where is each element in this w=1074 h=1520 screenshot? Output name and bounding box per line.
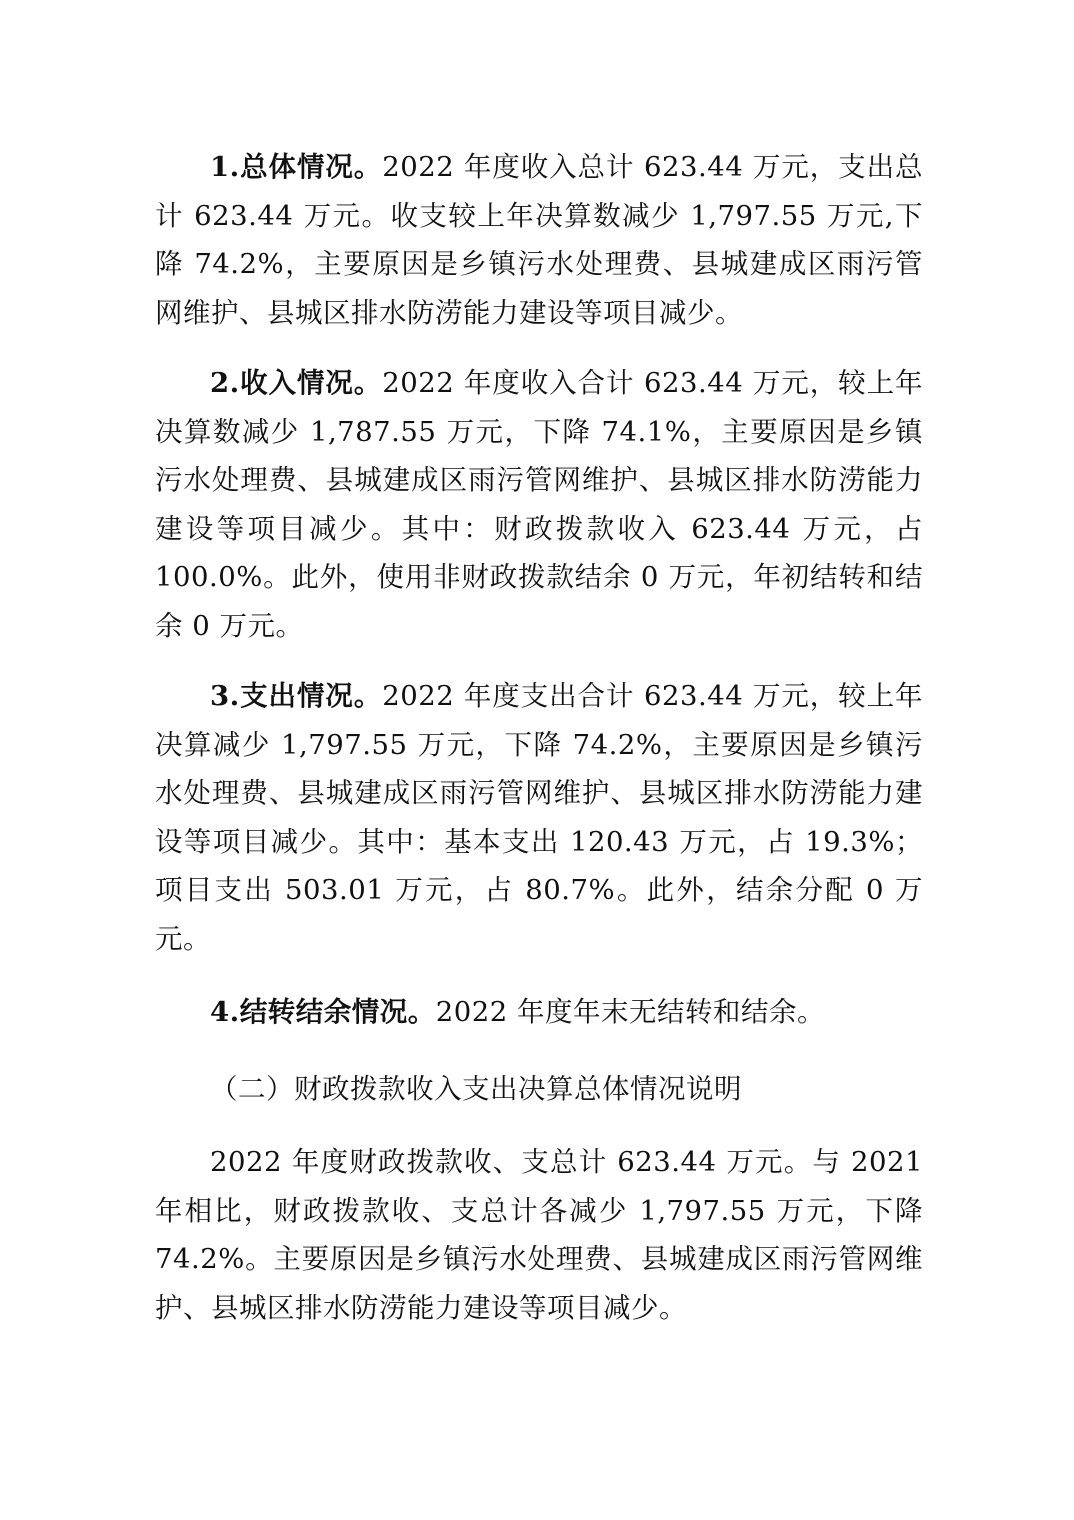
paragraph-body: 2022 年度收入合计 623.44 万元，较上年决算数减少 1,787.55 万元，下降 74.1%，主要原因是乡镇污水处理费、县城建成区雨污管网维护、县城区排水防涝能力建设等项目减少。其中：财政拨款收入 623.44 万元，占 100.0%。此外，使用非财政拨款结余 0 万元，年初结转和结余 0 万元。 xyxy=(155,367,923,642)
document-page xyxy=(155,143,923,1332)
paragraph-lead: 1.总体情况。 xyxy=(210,151,383,183)
paragraph-lead: 2.收入情况。 xyxy=(210,367,383,399)
paragraph-expenditure xyxy=(155,672,923,963)
paragraph-fiscal-summary: 2022 年度财政拨款收、支总计 623.44 万元。与 2021 年相比，财政拨款收、支总计各减少 1,797.55 万元，下降 74.2%。主要原因是乡镇污水处理费、县城建成区雨污管网维护、县城区排水防涝能力建设等项目减少。 xyxy=(155,1146,923,1324)
paragraph-body: 2022 年度收入总计 623.44 万元，支出总计 623.44 万元。收支较上年决算数减少 1,797.55 万元,下降 74.2%，主要原因是乡镇污水处理费、县城建成区雨污管网维护、县城区排水防涝能力建设等项目减少。 xyxy=(155,151,923,329)
paragraph-lead: 3.支出情况。 xyxy=(210,680,383,712)
paragraph-income xyxy=(155,359,923,650)
section-heading: （二）财政拨款收入支出决算总体情况说明 xyxy=(210,1072,742,1105)
paragraph-body: 2022 年度支出合计 623.44 万元，较上年决算减少 1,797.55 万元，下降 74.2%，主要原因是乡镇污水处理费、县城建成区雨污管网维护、县城区排水防涝能力建设等项目减少。其中：基本支出 120.43 万元，占 19.3%；项目支出 503.01 万元，占 80.7%。此外，结余分配 0 万元。 xyxy=(155,680,923,955)
paragraph-carryover xyxy=(155,988,923,1037)
paragraph-body: 2022 年度年末无结转和结余。 xyxy=(435,996,825,1028)
paragraph-lead: 4.结转结余情况。 xyxy=(210,996,436,1028)
paragraph-overall xyxy=(155,143,923,337)
